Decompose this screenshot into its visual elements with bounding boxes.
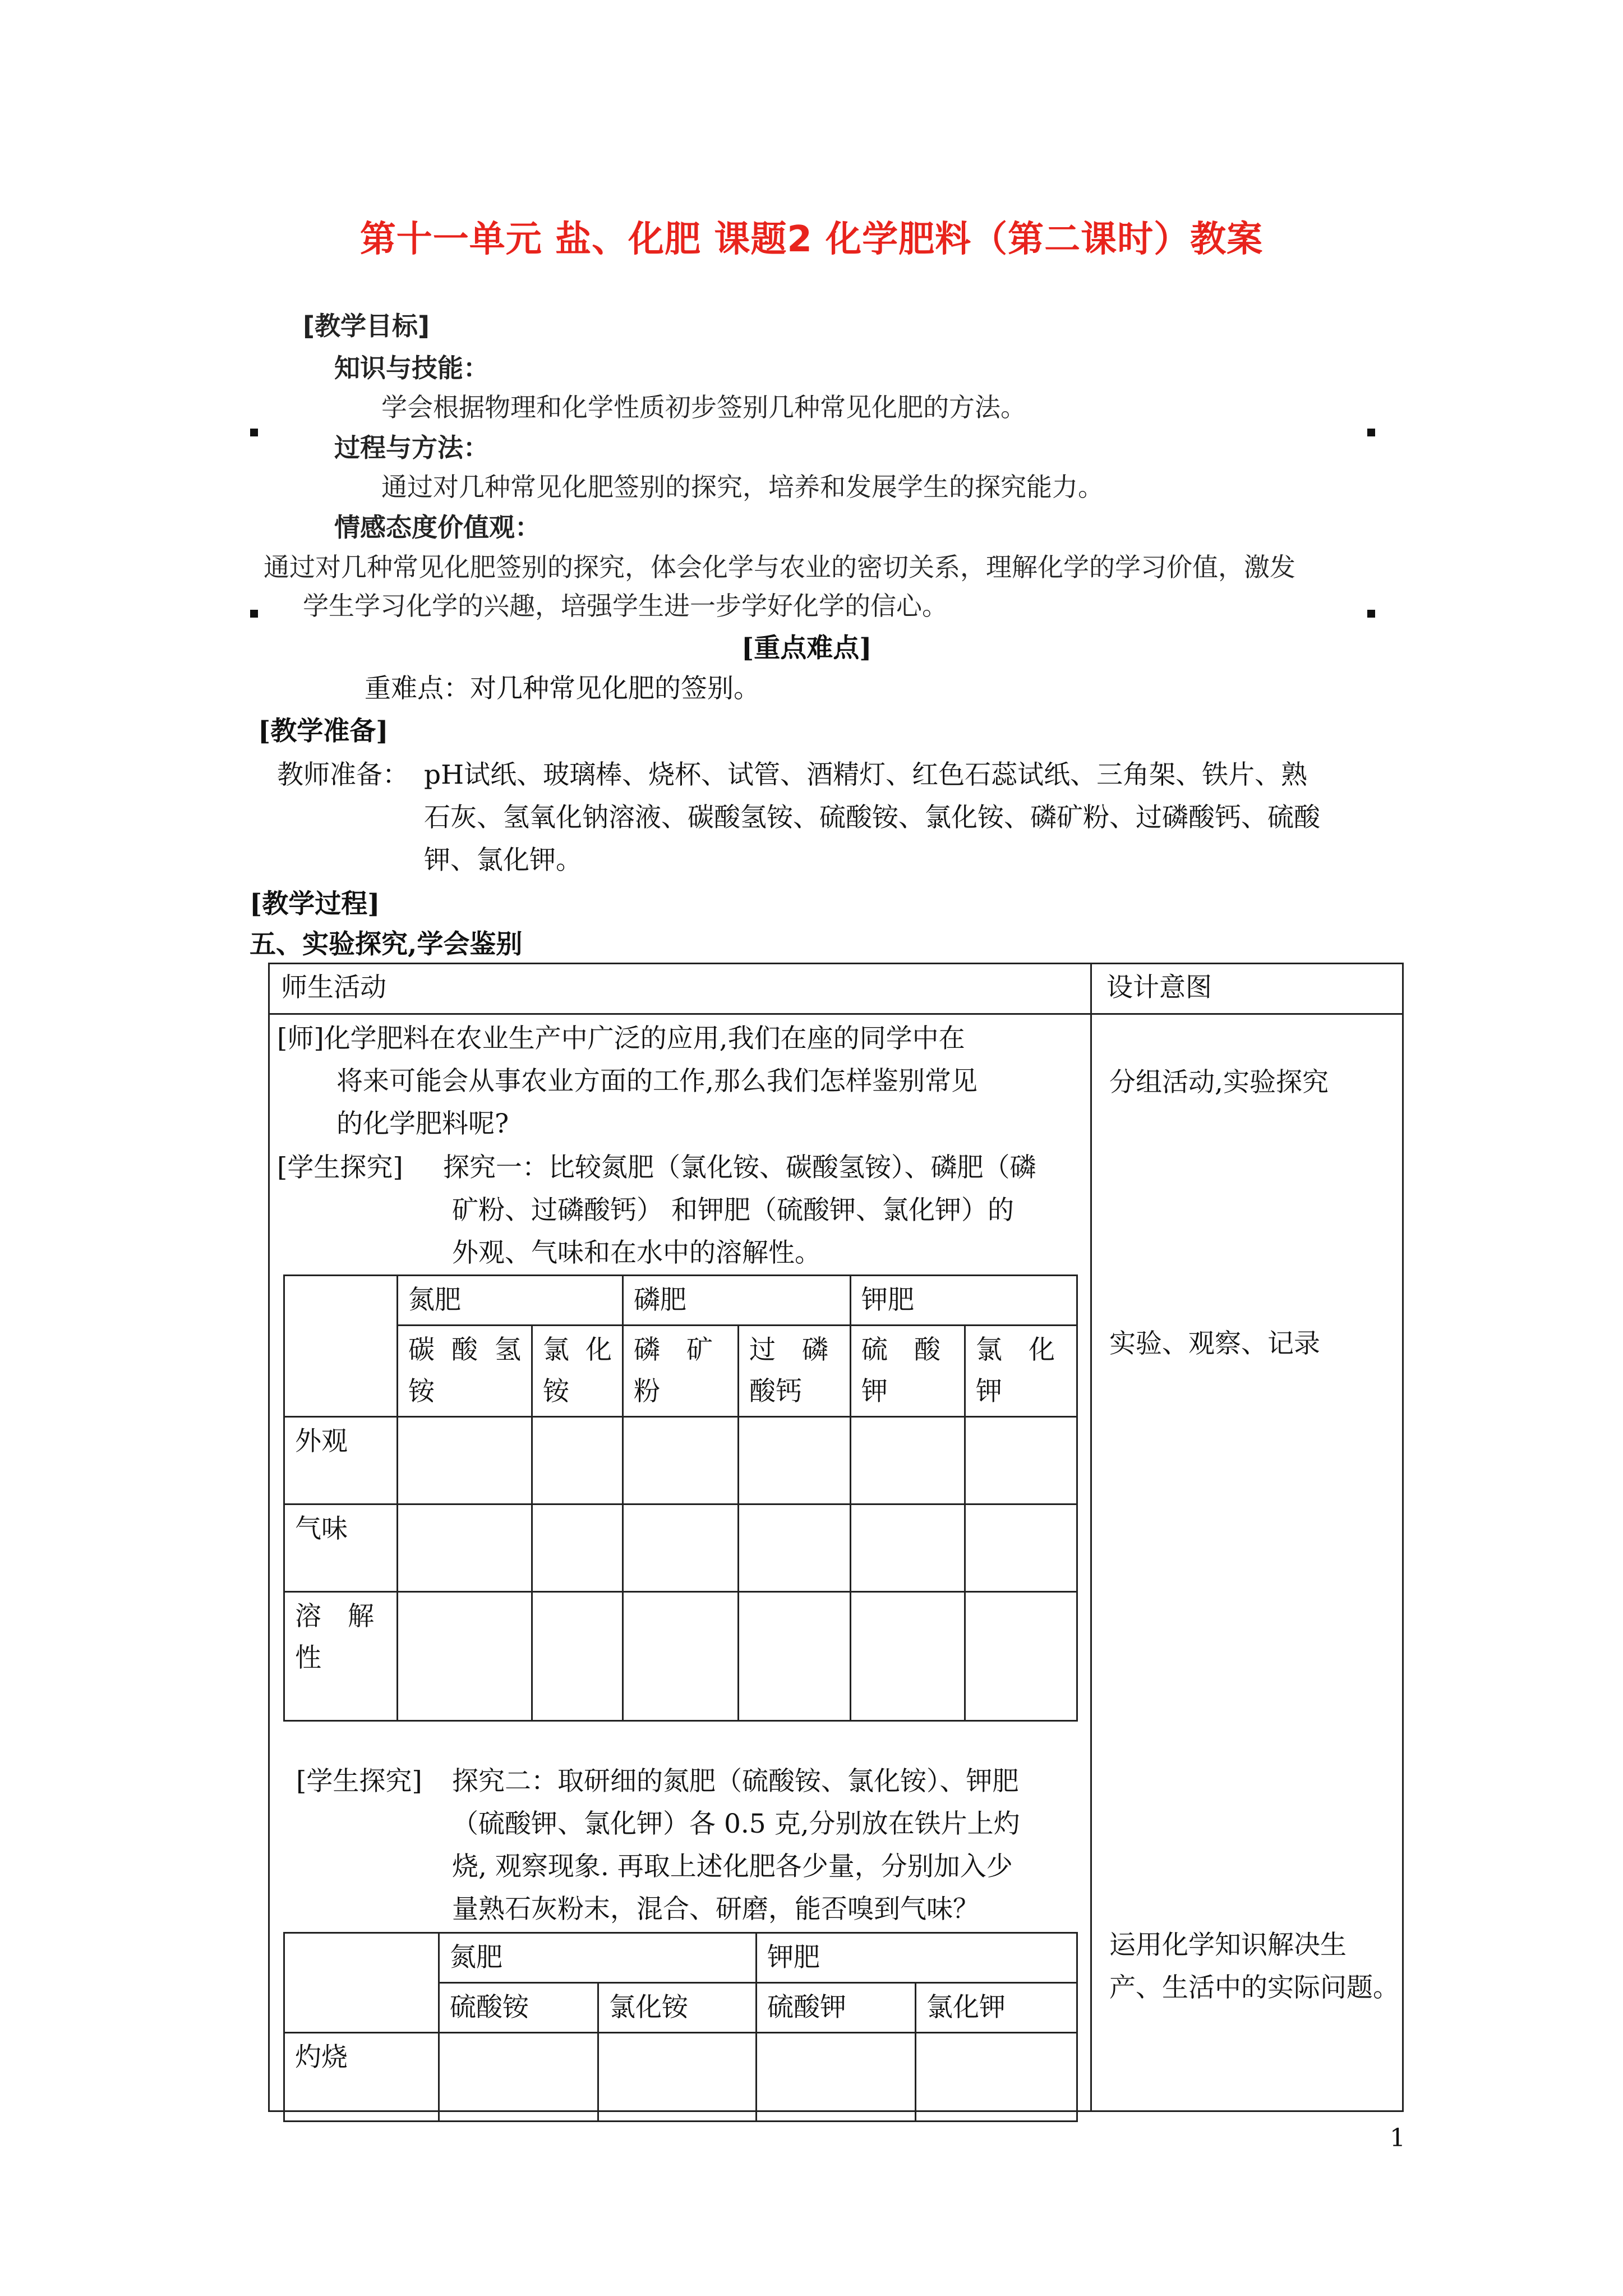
table2-group-nitrogen: 氮肥 (439, 1933, 757, 1983)
table1-sub-potassium-chloride: 氯 化 钾 (965, 1326, 1077, 1417)
intent-3-line-2: 产、生活中的实际问题。 (1109, 1972, 1399, 2003)
table1-sub-potassium-sulfate: 硫 酸 钾 (851, 1326, 965, 1417)
emotion-heading: 情感态度价值观： (334, 512, 541, 542)
page-title: 第十一单元 盐、化肥 课题2 化学肥料（第二课时）教案 (359, 219, 1264, 260)
table2-sub-potassium-sulfate: 硫酸钾 (757, 1983, 916, 2033)
table2-corner (284, 1933, 439, 2033)
explore2-line-2: （硫酸钾、氯化钾）各 0.5 克,分别放在铁片上灼 (452, 1809, 1020, 1839)
teacher-line-3: 的化学肥料呢? (336, 1108, 509, 1139)
preparation-line-2: 石灰、氢氧化钠溶液、碳酸氢铵、硫酸铵、氯化铵、磷矿粉、过磷酸钙、硫酸 (424, 802, 1320, 833)
table2-row-burning: 灼烧 (284, 2033, 439, 2122)
table1-sub-ammonium-bicarbonate: 碳酸氢 铵 (398, 1326, 532, 1417)
intent-1: 分组活动,实验探究 (1109, 1067, 1329, 1098)
section-heading: 五、实验探究,学会鉴别 (250, 929, 523, 960)
emotion-text-1: 通过对几种常见化肥签别的探究，体会化学与农业的密切关系，理解化学的学习价值，激发 (264, 552, 1295, 582)
col-header-activity: 师生活动 (269, 964, 1091, 1014)
explore2-line-3: 烧, 观察现象. 再取上述化肥各少量，分别加入少 (452, 1851, 1013, 1882)
table2-sub-potassium-chloride: 氯化钾 (916, 1983, 1077, 2033)
knowledge-text: 学会根据物理和化学性质初步签别几种常见化肥的方法。 (381, 392, 1026, 422)
explore2-line-1: 探究二：取研细的氮肥（硫酸铵、氯化铵）、钾肥 (452, 1766, 1019, 1797)
table1-corner (284, 1276, 398, 1417)
process-heading: 过程与方法： (334, 432, 489, 463)
explore2-label: [学生探究] (296, 1766, 422, 1797)
intent-2: 实验、观察、记录 (1109, 1328, 1320, 1359)
explore2-line-4: 量熟石灰粉末，混合、研磨，能否嗅到气味？ (452, 1894, 979, 1925)
table2-group-potassium: 钾肥 (757, 1933, 1077, 1983)
table1-row-solubility: 溶 解 性 (284, 1592, 398, 1721)
table1-sub-ammonium-chloride: 氯化 铵 (532, 1326, 623, 1417)
table1-group-potassium: 钾肥 (851, 1276, 1077, 1326)
col-header-intent: 设计意图 (1091, 964, 1403, 1014)
fertilizer-comparison-table (283, 1274, 1078, 1722)
intent-3-line-1: 运用化学知识解决生 (1109, 1930, 1347, 1961)
marker-square (250, 610, 258, 618)
table1-sub-superphosphate: 过 磷 酸钙 (739, 1326, 851, 1417)
preparation-line-1: pH试纸、玻璃棒、烧杯、试管、酒精灯、红色石蕊试纸、三角架、铁片、熟 (424, 760, 1308, 790)
table2-sub-ammonium-chloride: 氯化铵 (598, 1983, 757, 2033)
preparation-heading: [教学准备] (258, 716, 389, 747)
explore1-line-1: 探究一：比较氮肥（氯化铵、碳酸氢铵）、磷肥（磷 (443, 1152, 1036, 1183)
teacher-line-2: 将来可能会从事农业方面的工作,那么我们怎样鉴别常见 (336, 1066, 978, 1097)
key-points-text: 重难点：对几种常见化肥的签别。 (365, 673, 760, 704)
emotion-text-2: 学生学习化学的兴趣，培强学生进一步学好化学的信心。 (303, 591, 948, 621)
marker-square (1367, 429, 1375, 436)
page-number: 1 (1390, 2124, 1405, 2152)
explore1-line-3: 外观、气味和在水中的溶解性。 (452, 1237, 821, 1268)
key-points-heading: [重点难点] (741, 633, 872, 664)
knowledge-heading: 知识与技能： (334, 353, 489, 383)
objectives-heading: [教学目标] (303, 311, 430, 341)
burning-test-table (283, 1932, 1078, 2122)
table1-group-nitrogen: 氮肥 (398, 1276, 623, 1326)
preparation-line-3: 钾、氯化钾。 (424, 845, 582, 876)
table1-row-odor: 气味 (284, 1504, 398, 1592)
marker-square (250, 429, 258, 436)
explore1-line-2: 矿粉、过磷酸钙） 和钾肥（硫酸钾、氯化钾）的 (452, 1195, 1014, 1226)
table1-group-phosphorus: 磷肥 (623, 1276, 851, 1326)
process-section-heading: [教学过程] (250, 889, 380, 919)
table2-sub-ammonium-sulfate: 硫酸铵 (439, 1983, 598, 2033)
explore1-label: [学生探究] (277, 1152, 403, 1183)
marker-square (1367, 610, 1375, 618)
teacher-line-1: [师]化学肥料在农业生产中广泛的应用,我们在座的同学中在 (277, 1023, 965, 1054)
process-text: 通过对几种常见化肥签别的探究，培养和发展学生的探究能力。 (381, 472, 1104, 502)
preparation-label: 教师准备： (277, 760, 409, 790)
table1-sub-phosphate-rock: 磷 矿 粉 (623, 1326, 739, 1417)
table1-row-appearance: 外观 (284, 1417, 398, 1504)
